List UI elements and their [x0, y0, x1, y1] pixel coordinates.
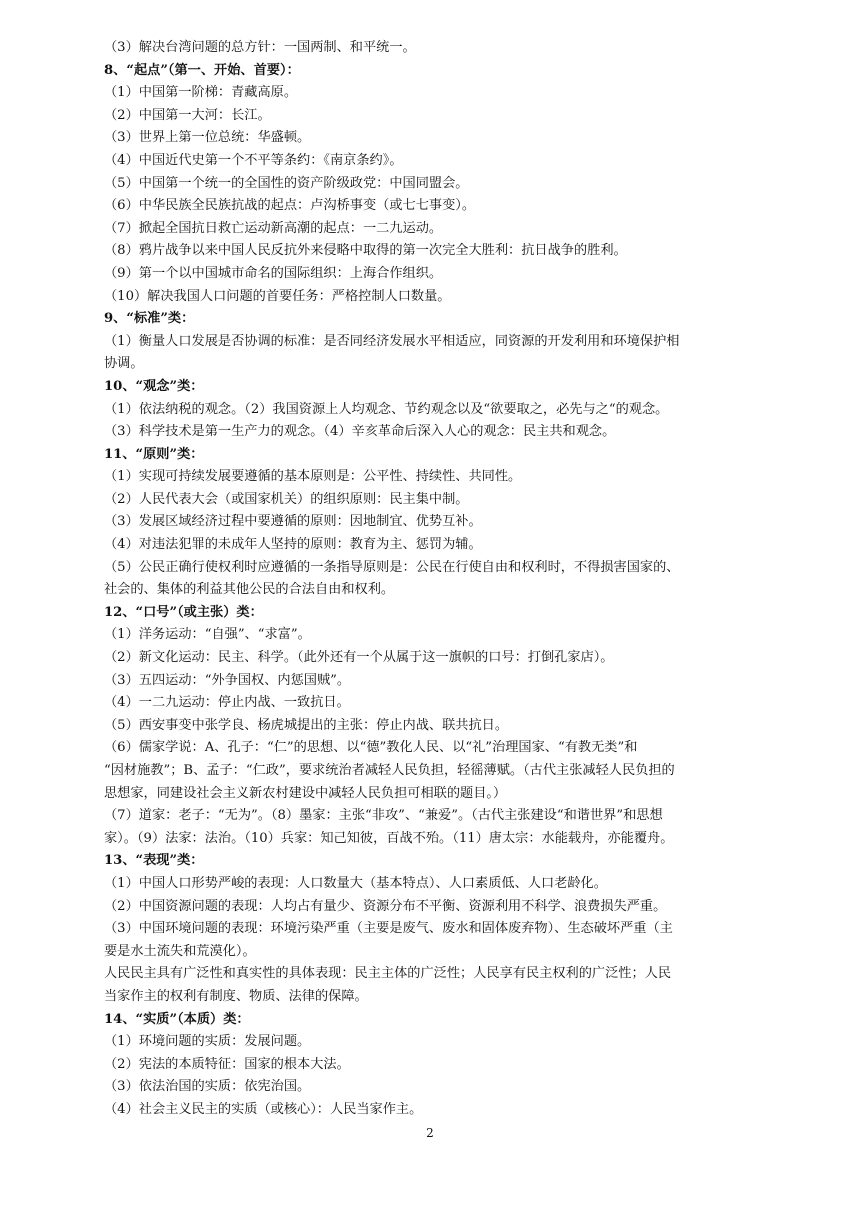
text-line: （2）人民代表大会（或国家机关）的组织原则：民主集中制。	[104, 491, 469, 507]
text-line: （2）宪法的本质特征：国家的根本大法。	[104, 1056, 350, 1072]
text-line: 要是水土流失和荒漠化）。	[104, 943, 256, 959]
text-line: （3）五四运动：“外争国权、内惩国贼”。	[104, 672, 351, 688]
text-line: （3）科学技术是第一生产力的观念。（4）辛亥革命后深入人心的观念：民主共和观念。	[104, 424, 616, 440]
text-line: （2）中国资源问题的表现：人均占有量少、资源分布不平衡、资源利用不科学、浪费损失严重。	[104, 898, 667, 914]
text-line: （1）中国人口形势严峻的表现：人口数量大（基本特点）、人口素质低、人口老龄化。	[104, 875, 607, 891]
text-line: （3）世界上第一位总统：华盛顿。	[104, 130, 311, 146]
text-line: （3）依法治国的实质：依宪治国。	[104, 1079, 311, 1095]
document-body	[104, 37, 764, 1122]
section-heading: 14、“实质”（本质）类：	[104, 1011, 250, 1027]
text-line: （2）新文化运动：民主、科学。（此外还有一个从属于这一旗帜的口号：打倒孔家店）。	[104, 650, 614, 666]
text-line: （4）一二九运动：停止内战、一致抗日。	[104, 695, 350, 711]
text-line: （1）环境问题的实质：发展问题。	[104, 1034, 311, 1050]
text-line: （3）中国环境问题的表现：环境污染严重（主要是废气、废水和固体废弃物）、生态破坏严重（主	[104, 921, 673, 937]
text-line: （1）衡量人口发展是否协调的标准：是否同经济发展水平相适应，同资源的开发利用和环境保护相	[104, 333, 680, 349]
text-line: （10）解决我国人口问题的首要任务：严格控制人口数量。	[104, 288, 451, 304]
text-line: （6）中华民族全民族抗战的起点：卢沟桥事变（或七七事变）。	[104, 198, 476, 214]
text-line: （3）发展区域经济过程中要遵循的原则：因地制宜、优势互补。	[104, 514, 482, 530]
text-line: 家）。（9）法家：法治。（10）兵家：知己知彼，百战不殆。（11）唐太宗：水能载舟，亦能覆舟。	[104, 830, 674, 846]
section-heading: 12、“口号”（或主张）类：	[104, 604, 263, 620]
text-line: （4）社会主义民主的实质（或核心）：人民当家作主。	[104, 1101, 423, 1117]
text-line: “因材施教”；B、孟子：“仁政”，要求统治者减轻人民负担，轻徭薄赋。（古代主张减轻人民负担的	[104, 763, 675, 778]
page-number: 2	[426, 1126, 434, 1140]
text-line: （1）实现可持续发展要遵循的基本原则是：公平性、持续性、共同性。	[104, 469, 522, 485]
section-heading: 13、“表现”类：	[104, 853, 204, 869]
text-line: 思想家，同建设社会主义新农村建设中减轻人民负担可相联的题目。）	[104, 785, 507, 801]
text-line: 当家作主的权利有制度、物质、法律的保障。	[104, 988, 368, 1004]
text-line: 协调。	[104, 356, 144, 372]
text-line: （8）鸦片战争以来中国人民反抗外来侵略中取得的第一次完全大胜利：抗日战争的胜利。	[104, 243, 627, 259]
text-line: （5）公民正确行使权利时应遵循的一条指导原则是：公民在行使自由和权利时，不得损害国家的、	[104, 559, 680, 575]
section-heading: 10、“观念”类：	[104, 378, 204, 394]
text-line: （2）中国第一大河：长江。	[104, 107, 271, 123]
text-line: （4）中国近代史第一个不平等条约：《南京条约》。	[104, 152, 403, 168]
text-line: （1）洋务运动：“自强”、“求富”。	[104, 627, 311, 643]
text-line: （1）中国第一阶梯：青藏高原。	[104, 85, 298, 101]
text-line: （3）解决台湾问题的总方针：一国两制、和平统一。	[104, 40, 416, 55]
text-line: （7）道家：老子：“无为”。（8）墨家：主张“非攻”、“兼爱”。（古代主张建设“和谐世界”和思想	[104, 808, 663, 824]
section-heading: 11、“原则”类：	[104, 446, 204, 462]
text-line: 人民民主具有广泛性和真实性的具体表现：民主主体的广泛性；人民享有民主权利的广泛性；人民	[104, 966, 672, 982]
text-line: 社会的、集体的利益其他公民的合法自由和权利。	[104, 582, 395, 598]
text-line: （6）儒家学说：A、孔子：“仁”的思想、以“德”教化人民、以“礼”治理国家、“有教无类”和	[104, 740, 638, 756]
section-heading: 9、“标准”类：	[104, 311, 195, 327]
text-line: （7）掀起全国抗日救亡运动新高潮的起点：一二九运动。	[104, 220, 443, 236]
section-heading: 8、“起点”（第一、开始、首要）：	[104, 62, 300, 78]
text-line: （5）中国第一个统一的全国性的资产阶级政党：中国同盟会。	[104, 175, 469, 191]
text-line: （4）对违法犯罪的未成年人坚持的原则：教育为主、惩罚为辅。	[104, 537, 482, 553]
text-line: （5）西安事变中张学良、杨虎城提出的主张：停止内战、联共抗日。	[104, 717, 509, 733]
text-line: （1）依法纳税的观念。（2）我国资源上人均观念、节约观念以及“欲要取之，必先与之“的观念。	[104, 401, 669, 417]
text-line: （9）第一个以中国城市命名的国际组织：上海合作组织。	[104, 265, 443, 281]
